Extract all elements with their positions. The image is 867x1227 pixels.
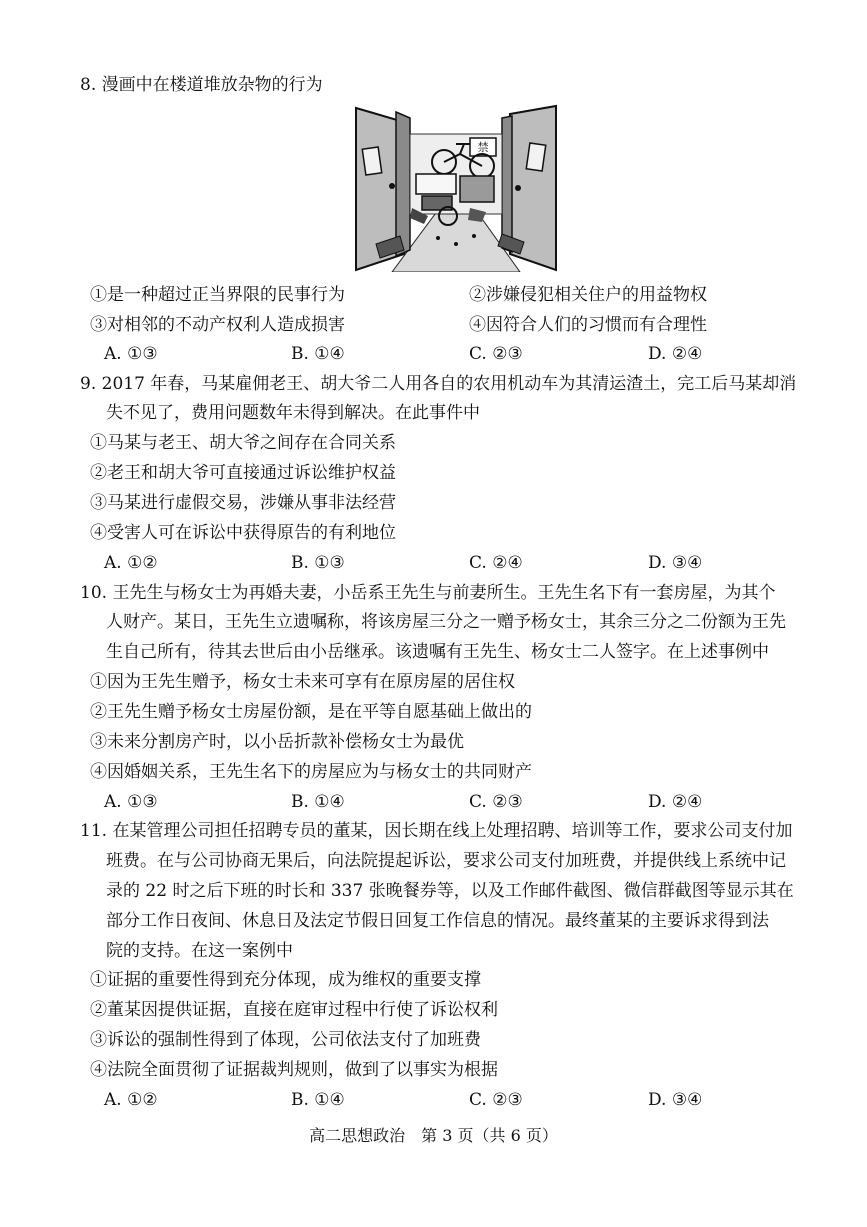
- q8-statement-2: ②涉嫌侵犯相关住户的用益物权: [469, 285, 707, 305]
- q9-choice-c: C. ②④: [469, 553, 523, 573]
- q9-choice-a: A. ①②: [104, 553, 158, 573]
- q8-statement-3: ③对相邻的不动产权利人造成损害: [90, 315, 345, 335]
- q11-statement-3: ③诉讼的强制性得到了体现，公司依法支付了加班费: [90, 1030, 481, 1050]
- q10-choice-d: D. ②④: [648, 792, 703, 812]
- q10-choice-c: C. ②③: [469, 792, 523, 812]
- q9-statement-2: ②老王和胡大爷可直接通过诉讼维护权益: [90, 463, 396, 483]
- q9-choice-b: B. ①③: [291, 553, 345, 573]
- q10-stem-line-2: 人财产。某日，王先生立遗嘱称，将该房屋三分之一赠予杨女士，其余三分之二份额为王先: [106, 612, 786, 632]
- q10-stem-line-3: 生自己所有，待其去世后由小岳继承。该遗嘱有王先生、杨女士二人签字。在上述事例中: [106, 642, 769, 662]
- q9-stem-line-2: 失不见了，费用问题数年未得到解决。在此事件中: [106, 403, 480, 423]
- q10-statement-3: ③未来分割房产时，以小岳折款补偿杨女士为最优: [90, 732, 464, 752]
- q11-stem-line-2: 班费。在与公司协商无果后，向法院提起诉讼，要求公司支付加班费，并提供线上系统中记: [106, 851, 786, 871]
- q11-stem-line-5: 院的支持。在这一案例中: [106, 941, 293, 961]
- q9-statement-1: ①马某与老王、胡大爷之间存在合同关系: [90, 433, 396, 453]
- q11-stem-line-4: 部分工作日夜间、休息日及法定节假日回复工作信息的情况。最终董某的主要诉求得到法: [106, 911, 769, 931]
- hallway-clutter-cartoon: [352, 104, 560, 272]
- q10-choice-a: A. ①③: [104, 792, 158, 812]
- q11-choice-d: D. ③④: [648, 1090, 703, 1110]
- q8-choice-d: D. ②④: [648, 344, 703, 364]
- q8-choice-a: A. ①③: [104, 344, 158, 364]
- q11-statement-2: ②董某因提供证据，直接在庭审过程中行使了诉讼权利: [90, 1000, 498, 1020]
- q11-choice-c: C. ②③: [469, 1090, 523, 1110]
- q10-statement-4: ④因婚姻关系，王先生名下的房屋应为与杨女士的共同财产: [90, 762, 532, 782]
- q8-statement-4: ④因符合人们的习惯而有合理性: [469, 315, 707, 335]
- page-footer: 高二思想政治 第 3 页（共 6 页）: [309, 1126, 558, 1145]
- q11-choice-b: B. ①④: [291, 1090, 345, 1110]
- q10-choice-b: B. ①④: [291, 792, 345, 812]
- q9-stem-line-1: 9. 2017 年春，马某雇佣老王、胡大爷二人用各自的农用机动车为其清运渣土，完工后马某却消: [80, 374, 797, 394]
- q8-statement-1: ①是一种超过正当界限的民事行为: [90, 285, 345, 305]
- q11-statement-1: ①证据的重要性得到充分体现，成为维权的重要支撑: [90, 970, 481, 990]
- sign-text: 禁: [477, 141, 489, 154]
- q10-statement-1: ①因为王先生赠予，杨女士未来可享有在原房屋的居住权: [90, 672, 515, 692]
- q11-statement-4: ④法院全面贯彻了证据裁判规则，做到了以事实为根据: [90, 1060, 498, 1080]
- q9-statement-3: ③马某进行虚假交易，涉嫌从事非法经营: [90, 493, 396, 513]
- q11-stem-line-3: 录的 22 时之后下班的时长和 337 张晚餐券等，以及工作邮件截图、微信群截图等显示其在: [106, 881, 794, 901]
- q9-choice-d: D. ③④: [648, 553, 703, 573]
- q11-stem-line-1: 11. 在某管理公司担任招聘专员的董某，因长期在线上处理招聘、培训等工作，要求公司支付加: [80, 821, 793, 841]
- q8-choice-b: B. ①④: [291, 344, 345, 364]
- q8-stem: 8. 漫画中在楼道堆放杂物的行为: [80, 75, 323, 95]
- q10-stem-line-1: 10. 王先生与杨女士为再婚夫妻，小岳系王先生与前妻所生。王先生名下有一套房屋，为其个: [80, 583, 776, 603]
- q9-statement-4: ④受害人可在诉讼中获得原告的有利地位: [90, 523, 396, 543]
- q10-statement-2: ②王先生赠予杨女士房屋份额，是在平等自愿基础上做出的: [90, 702, 532, 722]
- q8-choice-c: C. ②③: [469, 344, 523, 364]
- q11-choice-a: A. ①②: [104, 1090, 158, 1110]
